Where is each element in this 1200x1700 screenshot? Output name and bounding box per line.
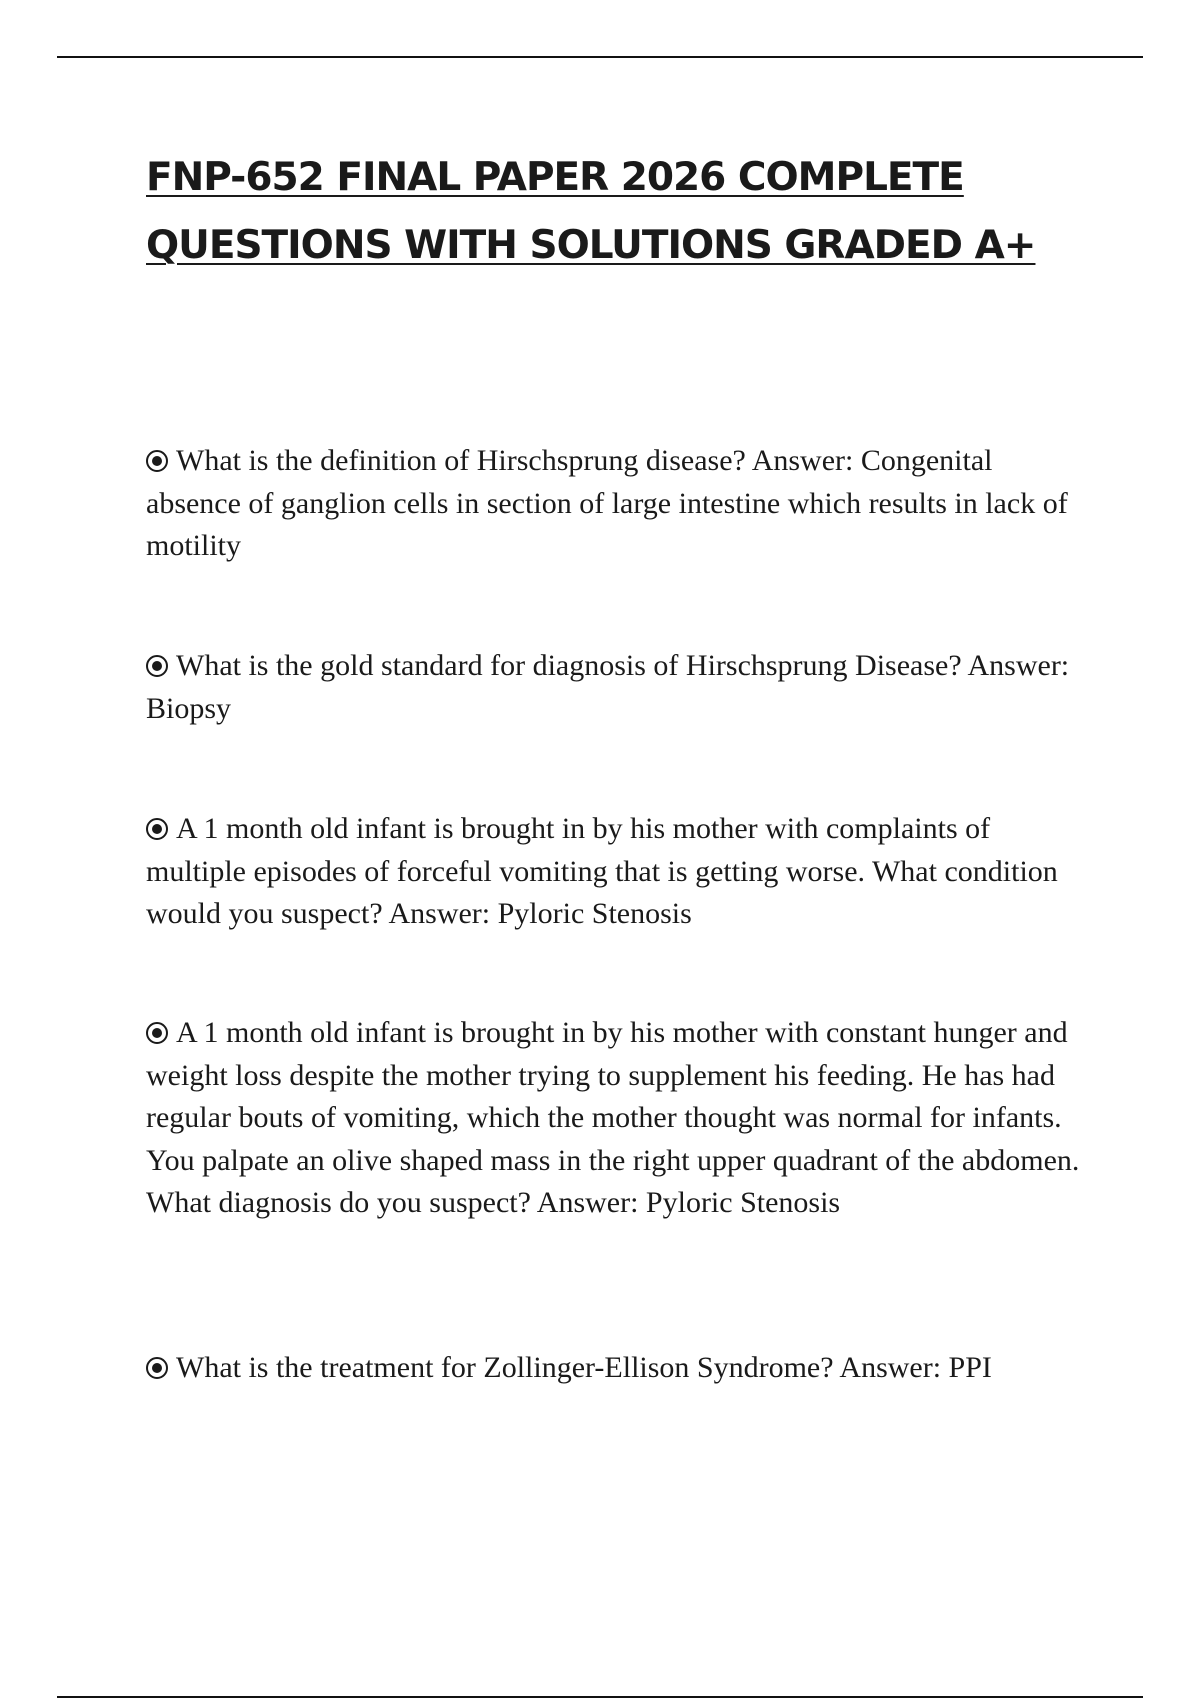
document-title-line-2: QUESTIONS WITH SOLUTIONS GRADED A+ [146,223,1036,268]
question-item-3 [146,808,1086,936]
question-text-1: What is the definition of Hirschsprung disease? Answer: Congenital absence of ganglion cells in section of large intestine which results in lack of motility [146,444,1068,562]
bottom-divider [57,1696,1143,1698]
fisheye-bullet-icon [146,450,168,472]
question-text-3: A 1 month old infant is brought in by his mother with complaints of multiple episodes of forceful vomiting that is getting worse. What condition would you suspect? Answer: Pyloric Stenosis [146,812,1058,930]
question-item-4 [146,1012,1086,1225]
fisheye-bullet-icon [146,655,168,677]
top-divider [57,56,1143,58]
fisheye-bullet-icon [146,1022,168,1044]
question-item-2 [146,645,1086,730]
document-title-line-1: FNP-652 FINAL PAPER 2026 COMPLETE [146,155,964,200]
fisheye-bullet-icon [146,818,168,840]
question-text-2: What is the gold standard for diagnosis of Hirschsprung Disease? Answer: Biopsy [146,649,1070,725]
fisheye-bullet-icon [146,1357,168,1379]
question-text-4: A 1 month old infant is brought in by his mother with constant hunger and weight loss despite the mother trying to supplement his feeding. He has had regular bouts of vomiting, which the mother thought was normal for infants. You palpate an olive shaped mass in the right upper quadrant of the abdomen. What diagnosis do you suspect? Answer: Pyloric Stenosis [146,1016,1080,1219]
question-text-5: What is the treatment for Zollinger-Ellison Syndrome? Answer: PPI [176,1351,992,1384]
document-title [146,144,1126,280]
question-item-1 [146,440,1086,568]
question-item-5 [146,1347,1086,1390]
